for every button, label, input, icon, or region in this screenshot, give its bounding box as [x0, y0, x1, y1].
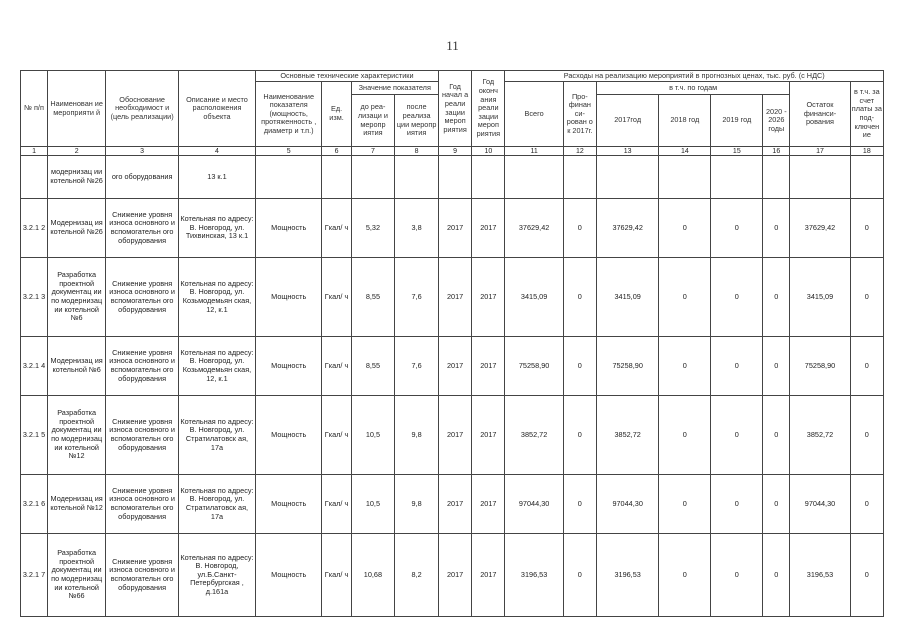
- start-year-cell: 2017: [438, 337, 471, 396]
- measure-name-cell: Модернизац ия котельной №6: [48, 337, 106, 396]
- col-number: 13: [596, 147, 658, 156]
- continuation-description: 13 к.1: [179, 156, 256, 199]
- financed-before-2017-cell: 0: [563, 199, 596, 258]
- end-year-cell: 2017: [472, 475, 505, 534]
- col-number: 18: [850, 147, 883, 156]
- header-after: после реализа ции меропр иятия: [395, 95, 439, 147]
- value-after-cell: 9,8: [395, 475, 439, 534]
- financed-before-2017-cell: 0: [563, 534, 596, 617]
- financed-before-2017-cell: 0: [563, 396, 596, 475]
- param-name-cell: Мощность: [255, 534, 322, 617]
- table-row: [21, 337, 884, 396]
- header-group-value: Значение показателя: [351, 82, 438, 95]
- unit-cell: Гкал/ ч: [322, 475, 351, 534]
- total-cost-cell: 97044,30: [505, 475, 563, 534]
- col-number: 7: [351, 147, 395, 156]
- value-before-cell: 8,55: [351, 337, 395, 396]
- param-name-cell: Мощность: [255, 199, 322, 258]
- cost-2017-cell: 3415,09: [596, 258, 658, 337]
- start-year-cell: 2017: [438, 258, 471, 337]
- col-number: 14: [659, 147, 711, 156]
- remaining-financing-cell: 3852,72: [790, 396, 850, 475]
- col-number: 9: [438, 147, 471, 156]
- total-cost-cell: 3415,09: [505, 258, 563, 337]
- value-after-cell: 8,2: [395, 534, 439, 617]
- measure-name-cell: Разработка проектной документац ии по модернизац ии котельной №12: [48, 396, 106, 475]
- unit-cell: Гкал/ ч: [322, 396, 351, 475]
- continuation-reason: ого оборудования: [106, 156, 179, 199]
- value-after-cell: 7,6: [395, 258, 439, 337]
- value-after-cell: 7,6: [395, 337, 439, 396]
- start-year-cell: 2017: [438, 199, 471, 258]
- header-group-years: в т.ч. по годам: [596, 82, 789, 95]
- header-total: Всего: [505, 82, 563, 147]
- connection-fee-cell: 0: [850, 258, 883, 337]
- param-name-cell: Мощность: [255, 396, 322, 475]
- header-no: № п/п: [21, 71, 48, 147]
- remaining-financing-cell: 37629,42: [790, 199, 850, 258]
- financed-before-2017-cell: 0: [563, 258, 596, 337]
- param-name-cell: Мощность: [255, 337, 322, 396]
- description-cell: Котельная по адресу: В. Новгород, ул. Козьмодемьян ская, 12, к.1: [179, 258, 256, 337]
- cost-2019-cell: 0: [711, 199, 763, 258]
- header-rest: Остаток финанси- рования: [790, 82, 850, 147]
- reason-cell: Снижение уровня износа основного и вспомогательн ого оборудования: [106, 258, 179, 337]
- cost-2019-cell: 0: [711, 396, 763, 475]
- header-before: до реа- лизаци и меропр иятия: [351, 95, 395, 147]
- col-number: 6: [322, 147, 351, 156]
- value-before-cell: 10,5: [351, 475, 395, 534]
- col-number: 12: [563, 147, 596, 156]
- reason-cell: Снижение уровня износа основного и вспомогательн ого оборудования: [106, 199, 179, 258]
- value-before-cell: 10,68: [351, 534, 395, 617]
- end-year-cell: 2017: [472, 199, 505, 258]
- cost-2019-cell: 0: [711, 534, 763, 617]
- continuation-name: модернизац ии котельной №26: [48, 156, 106, 199]
- header-description: Описание и место расположения объекта: [179, 71, 256, 147]
- end-year-cell: 2017: [472, 534, 505, 617]
- col-number: 17: [790, 147, 850, 156]
- row-number-cell: 3.2.1 5: [21, 396, 48, 475]
- end-year-cell: 2017: [472, 396, 505, 475]
- col-number: 15: [711, 147, 763, 156]
- cost-2020-2026-cell: 0: [763, 258, 790, 337]
- value-before-cell: 10,5: [351, 396, 395, 475]
- cost-2018-cell: 0: [659, 337, 711, 396]
- start-year-cell: 2017: [438, 534, 471, 617]
- header-2017: 2017год: [596, 95, 658, 147]
- description-cell: Котельная по адресу: В. Новгород, ул. Тихвинская, 13 к.1: [179, 199, 256, 258]
- description-cell: Котельная по адресу: В. Новгород, ул.Б.Санкт- Петербургская , д.161а: [179, 534, 256, 617]
- cost-2019-cell: 0: [711, 258, 763, 337]
- value-before-cell: 8,55: [351, 258, 395, 337]
- connection-fee-cell: 0: [850, 396, 883, 475]
- col-number: 4: [179, 147, 256, 156]
- unit-cell: Гкал/ ч: [322, 258, 351, 337]
- cost-2017-cell: 75258,90: [596, 337, 658, 396]
- row-number-cell: 3.2.1 3: [21, 258, 48, 337]
- start-year-cell: 2017: [438, 475, 471, 534]
- header-financed: Про- финан си- рован о к 2017г.: [563, 82, 596, 147]
- remaining-financing-cell: 97044,30: [790, 475, 850, 534]
- cost-2020-2026-cell: 0: [763, 337, 790, 396]
- table-row: [21, 396, 884, 475]
- cost-2017-cell: 3852,72: [596, 396, 658, 475]
- col-number: 1: [21, 147, 48, 156]
- remaining-financing-cell: 75258,90: [790, 337, 850, 396]
- col-number: 8: [395, 147, 439, 156]
- header-2020-2026: 2020 - 2026 годы: [763, 95, 790, 147]
- financed-before-2017-cell: 0: [563, 337, 596, 396]
- unit-cell: Гкал/ ч: [322, 337, 351, 396]
- col-number: 2: [48, 147, 106, 156]
- cost-2020-2026-cell: 0: [763, 396, 790, 475]
- total-cost-cell: 3852,72: [505, 396, 563, 475]
- total-cost-cell: 75258,90: [505, 337, 563, 396]
- end-year-cell: 2017: [472, 258, 505, 337]
- end-year-cell: 2017: [472, 337, 505, 396]
- col-number: 3: [106, 147, 179, 156]
- cost-2019-cell: 0: [711, 337, 763, 396]
- connection-fee-cell: 0: [850, 199, 883, 258]
- connection-fee-cell: 0: [850, 337, 883, 396]
- total-cost-cell: 37629,42: [505, 199, 563, 258]
- param-name-cell: Мощность: [255, 475, 322, 534]
- col-number: 5: [255, 147, 322, 156]
- header-unit: Ед. изм.: [322, 82, 351, 147]
- header-reason: Обоснование необходимост и (цель реализации): [106, 71, 179, 147]
- row-number-cell: 3.2.1 7: [21, 534, 48, 617]
- description-cell: Котельная по адресу: В. Новгород, ул. Стратилатовск ая, 17а: [179, 396, 256, 475]
- cost-2018-cell: 0: [659, 258, 711, 337]
- header-fee: в т.ч. за счет платы за под- ключен ие: [850, 82, 883, 147]
- param-name-cell: Мощность: [255, 258, 322, 337]
- cost-2018-cell: 0: [659, 475, 711, 534]
- cost-2020-2026-cell: 0: [763, 199, 790, 258]
- cost-2017-cell: 3196,53: [596, 534, 658, 617]
- unit-cell: Гкал/ ч: [322, 534, 351, 617]
- reason-cell: Снижение уровня износа основного и вспомогательн ого оборудования: [106, 475, 179, 534]
- header-group-tech: Основные технические характеристики: [255, 71, 438, 82]
- col-number: 16: [763, 147, 790, 156]
- header-name: Наименован ие мероприяти й: [48, 71, 106, 147]
- header-group-costs: Расходы на реализацию мероприятий в прогнозных ценах, тыс. руб. (с НДС): [505, 71, 884, 82]
- table-row: [21, 534, 884, 617]
- cost-2018-cell: 0: [659, 199, 711, 258]
- page-number: 11: [446, 38, 459, 53]
- cost-2018-cell: 0: [659, 534, 711, 617]
- col-number: 11: [505, 147, 563, 156]
- total-cost-cell: 3196,53: [505, 534, 563, 617]
- table-row: [21, 475, 884, 534]
- value-after-cell: 9,8: [395, 396, 439, 475]
- header-param-name: Наименование показателя (мощность, протяженность , диаметр и т.п.): [255, 82, 322, 147]
- value-after-cell: 3,8: [395, 199, 439, 258]
- cost-2019-cell: 0: [711, 475, 763, 534]
- cost-2017-cell: 97044,30: [596, 475, 658, 534]
- measure-name-cell: Разработка проектной документац ии по модернизац ии котельной №6: [48, 258, 106, 337]
- connection-fee-cell: 0: [850, 534, 883, 617]
- measures-table: [20, 70, 884, 617]
- header-end-year: Год оконч ания реали зации мероп риятия: [472, 71, 505, 147]
- unit-cell: Гкал/ ч: [322, 199, 351, 258]
- header-start-year: Год начал а реали зации мероп риятия: [438, 71, 471, 147]
- value-before-cell: 5,32: [351, 199, 395, 258]
- col-number: 10: [472, 147, 505, 156]
- measure-name-cell: Разработка проектной документац ии по модернизац ии котельной №66: [48, 534, 106, 617]
- header-2019: 2019 год: [711, 95, 763, 147]
- cost-2020-2026-cell: 0: [763, 534, 790, 617]
- reason-cell: Снижение уровня износа основного и вспомогательн ого оборудования: [106, 396, 179, 475]
- continuation-row: [21, 156, 884, 199]
- cost-2017-cell: 37629,42: [596, 199, 658, 258]
- measure-name-cell: Модернизац ия котельной №26: [48, 199, 106, 258]
- description-cell: Котельная по адресу: В. Новгород, ул. Стратилатовск ая, 17а: [179, 475, 256, 534]
- row-number-cell: 3.2.1 6: [21, 475, 48, 534]
- reason-cell: Снижение уровня износа основного и вспомогательн ого оборудования: [106, 337, 179, 396]
- reason-cell: Снижение уровня износа основного и вспомогательн ого оборудования: [106, 534, 179, 617]
- column-numbers-row: [21, 147, 884, 156]
- cost-2020-2026-cell: 0: [763, 475, 790, 534]
- remaining-financing-cell: 3196,53: [790, 534, 850, 617]
- table-row: [21, 258, 884, 337]
- description-cell: Котельная по адресу: В. Новгород, ул. Козьмодемьян ская, 12, к.1: [179, 337, 256, 396]
- header-2018: 2018 год: [659, 95, 711, 147]
- row-number-cell: 3.2.1 4: [21, 337, 48, 396]
- start-year-cell: 2017: [438, 396, 471, 475]
- connection-fee-cell: 0: [850, 475, 883, 534]
- cost-2018-cell: 0: [659, 396, 711, 475]
- measure-name-cell: Модернизац ия котельной №12: [48, 475, 106, 534]
- remaining-financing-cell: 3415,09: [790, 258, 850, 337]
- financed-before-2017-cell: 0: [563, 475, 596, 534]
- table-row: [21, 199, 884, 258]
- row-number-cell: 3.2.1 2: [21, 199, 48, 258]
